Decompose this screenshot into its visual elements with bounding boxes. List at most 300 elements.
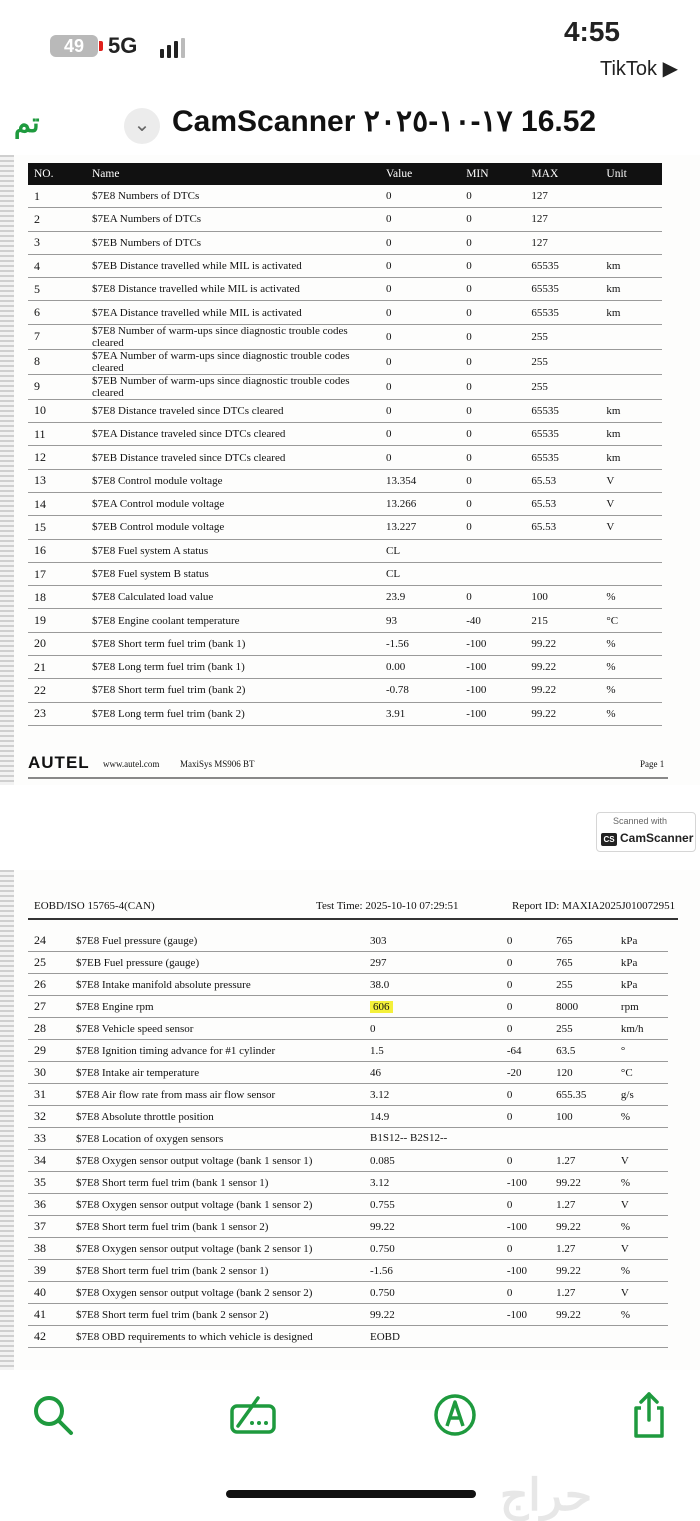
- row-name: $7E8 Oxygen sensor output voltage (bank 1 sensor 2): [70, 1194, 364, 1216]
- table-row: [28, 1260, 668, 1282]
- row-unit: %: [615, 1260, 668, 1282]
- watermark: حراج: [500, 1471, 593, 1520]
- table-row: [28, 208, 662, 231]
- row-max: 127: [525, 208, 600, 231]
- row-min: 0: [501, 952, 550, 974]
- row-unit: kPa: [615, 974, 668, 996]
- diagnostic-table-1: [28, 163, 662, 726]
- row-max: 99.22: [550, 1172, 615, 1194]
- row-unit: [600, 324, 662, 349]
- row-min: 0: [501, 1238, 550, 1260]
- row-name: $7E8 Vehicle speed sensor: [70, 1018, 364, 1040]
- table-row: [28, 679, 662, 702]
- row-max: 1.27: [550, 1282, 615, 1304]
- col-max: MAX: [525, 163, 600, 185]
- row-unit: km: [600, 446, 662, 469]
- done-button[interactable]: تم: [14, 108, 40, 138]
- row-value: 0.085: [364, 1150, 501, 1172]
- row-no: 11: [28, 423, 86, 446]
- row-unit: %: [600, 586, 662, 609]
- row-min: 0: [501, 930, 550, 952]
- row-no: 27: [28, 996, 70, 1018]
- row-value: 0: [380, 423, 460, 446]
- row-max: [550, 1326, 615, 1348]
- row-min: 0: [460, 516, 525, 539]
- row-name: $7EB Control module voltage: [86, 516, 380, 539]
- table-row: [28, 1040, 668, 1062]
- row-unit: %: [600, 702, 662, 725]
- row-name: $7E8 Short term fuel trim (bank 2 sensor 1): [70, 1260, 364, 1282]
- row-max: 255: [525, 349, 600, 374]
- table-row: [28, 301, 662, 324]
- table-row: [28, 446, 662, 469]
- row-no: 1: [28, 185, 86, 208]
- row-value: -0.78: [380, 679, 460, 702]
- table-row: [28, 423, 662, 446]
- row-unit: km/h: [615, 1018, 668, 1040]
- row-unit: [615, 1326, 668, 1348]
- row-max: 8000: [550, 996, 615, 1018]
- row-no: 21: [28, 656, 86, 679]
- row-no: 42: [28, 1326, 70, 1348]
- row-name: $7E8 Short term fuel trim (bank 2): [86, 679, 380, 702]
- col-min: MIN: [460, 163, 525, 185]
- row-min: 0: [501, 1018, 550, 1040]
- row-max: [550, 1128, 615, 1150]
- row-max: 65.53: [525, 516, 600, 539]
- row-value: 99.22: [364, 1216, 501, 1238]
- row-max: 1.27: [550, 1238, 615, 1260]
- row-min: 0: [460, 208, 525, 231]
- annotate-pen-icon[interactable]: [430, 1390, 480, 1440]
- row-value: 0: [364, 1018, 501, 1040]
- table-row: [28, 278, 662, 301]
- row-no: 12: [28, 446, 86, 469]
- autel-logo: AUTEL: [28, 753, 90, 772]
- row-no: 32: [28, 1106, 70, 1128]
- row-no: 22: [28, 679, 86, 702]
- row-name: $7E8 Fuel system A status: [86, 539, 380, 562]
- row-name: $7EB Number of warm-ups since diagnostic trouble codes cleared: [86, 374, 380, 399]
- table-row: [28, 974, 668, 996]
- row-max: 65535: [525, 278, 600, 301]
- row-unit: km: [600, 423, 662, 446]
- row-min: [460, 562, 525, 585]
- table-row: [28, 632, 662, 655]
- row-no: 38: [28, 1238, 70, 1260]
- row-no: 8: [28, 349, 86, 374]
- row-value: 0: [380, 349, 460, 374]
- row-name: $7EA Number of warm-ups since diagnostic trouble codes cleared: [86, 349, 380, 374]
- row-max: 65535: [525, 254, 600, 277]
- row-value: 13.354: [380, 469, 460, 492]
- row-value: 0: [380, 301, 460, 324]
- row-value: [364, 996, 501, 1018]
- row-unit: g/s: [615, 1084, 668, 1106]
- row-value: 13.266: [380, 492, 460, 515]
- row-name: $7E8 Location of oxygen sensors: [70, 1128, 364, 1150]
- row-name: $7E8 Short term fuel trim (bank 1 sensor 2): [70, 1216, 364, 1238]
- row-unit: °C: [615, 1062, 668, 1084]
- report-header: [28, 896, 678, 920]
- row-name: $7EB Numbers of DTCs: [86, 231, 380, 254]
- row-value: 46: [364, 1062, 501, 1084]
- table-row: [28, 492, 662, 515]
- table-row: [28, 231, 662, 254]
- row-name: $7EA Control module voltage: [86, 492, 380, 515]
- status-time: 4:55: [563, 16, 620, 47]
- row-min: 0: [501, 1084, 550, 1106]
- row-min: 0: [460, 423, 525, 446]
- network-type: 5G: [108, 33, 138, 58]
- row-min: 0: [501, 996, 550, 1018]
- table-row: [28, 1062, 668, 1084]
- table-row: [28, 399, 662, 422]
- row-name: $7E8 Short term fuel trim (bank 2 sensor 2): [70, 1304, 364, 1326]
- row-max: 255: [525, 324, 600, 349]
- row-value: 0: [380, 374, 460, 399]
- table-row: [28, 1326, 668, 1348]
- row-unit: V: [600, 516, 662, 539]
- row-no: 40: [28, 1282, 70, 1304]
- col-unit: Unit: [600, 163, 662, 185]
- page-edge: [0, 870, 14, 1370]
- row-no: 15: [28, 516, 86, 539]
- row-no: 10: [28, 399, 86, 422]
- row-min: 0: [460, 254, 525, 277]
- row-name: $7E8 Distance travelled while MIL is activated: [86, 278, 380, 301]
- row-value: 0.750: [364, 1282, 501, 1304]
- share-icon[interactable]: [624, 1390, 674, 1440]
- row-name: $7E8 Short term fuel trim (bank 1 sensor 1): [70, 1172, 364, 1194]
- row-min: 0: [460, 446, 525, 469]
- table-row: [28, 1150, 668, 1172]
- row-unit: [600, 349, 662, 374]
- row-min: -20: [501, 1062, 550, 1084]
- row-name: $7EB Distance traveled since DTCs cleared: [86, 446, 380, 469]
- row-max: 255: [550, 974, 615, 996]
- row-unit: %: [615, 1106, 668, 1128]
- row-min: -100: [460, 656, 525, 679]
- scanned-page-2: [0, 870, 700, 1370]
- row-no: 26: [28, 974, 70, 996]
- table-row: [28, 374, 662, 399]
- row-min: -100: [460, 702, 525, 725]
- row-unit: [600, 374, 662, 399]
- row-name: $7E8 Oxygen sensor output voltage (bank 2 sensor 2): [70, 1282, 364, 1304]
- table-row: [28, 1172, 668, 1194]
- report-id: Report ID: MAXIA2025J010072951: [512, 900, 676, 912]
- row-name: $7EB Fuel pressure (gauge): [70, 952, 364, 974]
- table-row: [28, 702, 662, 725]
- row-name: $7E8 Engine rpm: [70, 996, 364, 1018]
- row-unit: °C: [600, 609, 662, 632]
- row-name: $7E8 Distance traveled since DTCs cleared: [86, 399, 380, 422]
- row-max: 65535: [525, 301, 600, 324]
- row-unit: V: [615, 1150, 668, 1172]
- row-unit: %: [615, 1304, 668, 1326]
- row-max: 99.22: [525, 679, 600, 702]
- row-max: 99.22: [550, 1260, 615, 1282]
- table-row: [28, 1238, 668, 1260]
- row-value: 3.91: [380, 702, 460, 725]
- row-no: 20: [28, 632, 86, 655]
- row-no: 19: [28, 609, 86, 632]
- row-value: 0: [380, 208, 460, 231]
- row-min: [501, 1128, 550, 1150]
- row-min: -100: [501, 1304, 550, 1326]
- row-unit: [600, 539, 662, 562]
- row-no: 34: [28, 1150, 70, 1172]
- row-value: 0: [380, 254, 460, 277]
- row-max: 65535: [525, 446, 600, 469]
- edit-signature-icon[interactable]: [228, 1390, 278, 1440]
- row-name: $7E8 Engine coolant temperature: [86, 609, 380, 632]
- row-no: 13: [28, 469, 86, 492]
- row-max: 100: [550, 1106, 615, 1128]
- row-unit: km: [600, 278, 662, 301]
- row-name: $7EB Distance travelled while MIL is activated: [86, 254, 380, 277]
- row-unit: rpm: [615, 996, 668, 1018]
- row-unit: %: [615, 1172, 668, 1194]
- row-min: -100: [501, 1172, 550, 1194]
- row-value: 99.22: [364, 1304, 501, 1326]
- row-no: 29: [28, 1040, 70, 1062]
- row-max: 255: [550, 1018, 615, 1040]
- document-title[interactable]: CamScanner ١٧-١٠-٢٠٢٥ 16.52: [172, 105, 597, 138]
- row-value: 0: [380, 185, 460, 208]
- row-max: 99.22: [525, 656, 600, 679]
- home-indicator[interactable]: [226, 1490, 476, 1498]
- table-row: [28, 1282, 668, 1304]
- row-no: 16: [28, 539, 86, 562]
- row-unit: [600, 208, 662, 231]
- search-icon[interactable]: [28, 1390, 78, 1440]
- row-min: 0: [460, 349, 525, 374]
- row-no: 14: [28, 492, 86, 515]
- row-name: $7E8 Intake manifold absolute pressure: [70, 974, 364, 996]
- row-min: 0: [501, 1194, 550, 1216]
- bottom-toolbar: [0, 1380, 700, 1460]
- row-value: 14.9: [364, 1106, 501, 1128]
- table-row: [28, 324, 662, 349]
- table-row: [28, 562, 662, 585]
- row-unit: V: [600, 469, 662, 492]
- row-unit: km: [600, 399, 662, 422]
- table-row: [28, 1128, 668, 1150]
- col-no: NO.: [28, 163, 86, 185]
- col-name: Name: [86, 163, 380, 185]
- row-unit: V: [615, 1282, 668, 1304]
- row-value: 0: [380, 399, 460, 422]
- row-name: $7E8 Control module voltage: [86, 469, 380, 492]
- row-min: 0: [460, 324, 525, 349]
- row-max: [525, 562, 600, 585]
- row-name: $7E8 Intake air temperature: [70, 1062, 364, 1084]
- row-name: $7E8 Absolute throttle position: [70, 1106, 364, 1128]
- row-max: 99.22: [525, 702, 600, 725]
- row-no: 41: [28, 1304, 70, 1326]
- row-unit: V: [615, 1194, 668, 1216]
- row-value: 297: [364, 952, 501, 974]
- camscanner-badge: [596, 812, 696, 852]
- row-min: 0: [501, 1150, 550, 1172]
- test-time: Test Time: 2025-10-10 07:29:51: [316, 900, 459, 912]
- row-name: $7E8 Short term fuel trim (bank 1): [86, 632, 380, 655]
- row-no: 2: [28, 208, 86, 231]
- badge-brand: CamScanner: [620, 831, 694, 845]
- diagnostic-table-2: [28, 930, 668, 1348]
- row-min: -100: [460, 632, 525, 655]
- row-max: 99.22: [525, 632, 600, 655]
- row-name: $7E8 Long term fuel trim (bank 1): [86, 656, 380, 679]
- row-value: CL: [380, 562, 460, 585]
- row-name: $7E8 OBD requirements to which vehicle is designed: [70, 1326, 364, 1348]
- row-max: 100: [525, 586, 600, 609]
- row-max: 1.27: [550, 1150, 615, 1172]
- row-min: 0: [501, 974, 550, 996]
- row-unit: V: [600, 492, 662, 515]
- row-min: 0: [460, 492, 525, 515]
- row-unit: kPa: [615, 930, 668, 952]
- row-no: 28: [28, 1018, 70, 1040]
- row-min: 0: [460, 301, 525, 324]
- row-unit: V: [615, 1238, 668, 1260]
- status-bar: [0, 0, 700, 95]
- table-row: [28, 349, 662, 374]
- row-value: 0.750: [364, 1238, 501, 1260]
- row-max: 215: [525, 609, 600, 632]
- row-no: 25: [28, 952, 70, 974]
- row-max: 655.35: [550, 1084, 615, 1106]
- row-min: 0: [460, 278, 525, 301]
- camscanner-logo-icon: CS: [601, 833, 617, 846]
- row-max: 127: [525, 185, 600, 208]
- row-name: $7E8 Fuel system B status: [86, 562, 380, 585]
- row-no: 3: [28, 231, 86, 254]
- table-row: [28, 516, 662, 539]
- table-row: [28, 656, 662, 679]
- footer-website: www.autel.com: [103, 759, 160, 769]
- table-row: [28, 185, 662, 208]
- row-name: $7E8 Oxygen sensor output voltage (bank 2 sensor 1): [70, 1238, 364, 1260]
- row-name: $7E8 Fuel pressure (gauge): [70, 930, 364, 952]
- row-value: EOBD: [364, 1326, 501, 1348]
- row-max: 99.22: [550, 1216, 615, 1238]
- row-no: 17: [28, 562, 86, 585]
- row-unit: km: [600, 254, 662, 277]
- row-unit: %: [600, 679, 662, 702]
- row-unit: %: [600, 632, 662, 655]
- row-name: $7E8 Air flow rate from mass air flow sensor: [70, 1084, 364, 1106]
- row-value: 0: [380, 324, 460, 349]
- row-value: 23.9: [380, 586, 460, 609]
- row-unit: km: [600, 301, 662, 324]
- page-footer: [28, 753, 668, 779]
- row-name: $7EA Distance traveled since DTCs cleared: [86, 423, 380, 446]
- row-name: $7EA Distance travelled while MIL is activated: [86, 301, 380, 324]
- table-header: [28, 163, 662, 185]
- row-no: 37: [28, 1216, 70, 1238]
- row-min: -100: [501, 1260, 550, 1282]
- row-no: 18: [28, 586, 86, 609]
- table-row: [28, 996, 668, 1018]
- row-no: 31: [28, 1084, 70, 1106]
- row-no: 35: [28, 1172, 70, 1194]
- row-unit: °: [615, 1040, 668, 1062]
- row-no: 9: [28, 374, 86, 399]
- row-value: 303: [364, 930, 501, 952]
- table-row: [28, 539, 662, 562]
- row-max: 65.53: [525, 492, 600, 515]
- row-value: 0: [380, 278, 460, 301]
- row-max: 63.5: [550, 1040, 615, 1062]
- row-max: 99.22: [550, 1304, 615, 1326]
- row-no: 4: [28, 254, 86, 277]
- row-name: $7E8 Long term fuel trim (bank 2): [86, 702, 380, 725]
- row-value: 0: [380, 446, 460, 469]
- row-name: $7EA Numbers of DTCs: [86, 208, 380, 231]
- row-min: 0: [460, 185, 525, 208]
- row-min: 0: [460, 399, 525, 422]
- row-value: 38.0: [364, 974, 501, 996]
- row-max: 65535: [525, 399, 600, 422]
- row-min: 0: [460, 231, 525, 254]
- row-max: 65.53: [525, 469, 600, 492]
- row-no: 30: [28, 1062, 70, 1084]
- row-unit: [600, 185, 662, 208]
- back-to-app-link[interactable]: TikTok ▶: [600, 58, 678, 80]
- row-name: $7E8 Number of warm-ups since diagnostic trouble codes cleared: [86, 324, 380, 349]
- row-no: 33: [28, 1128, 70, 1150]
- chevron-down-icon[interactable]: ⌄: [124, 108, 160, 144]
- row-name: $7E8 Ignition timing advance for #1 cylinder: [70, 1040, 364, 1062]
- table-row: [28, 586, 662, 609]
- row-value: 0.755: [364, 1194, 501, 1216]
- row-max: 65535: [525, 423, 600, 446]
- row-name: $7E8 Calculated load value: [86, 586, 380, 609]
- table-row: [28, 469, 662, 492]
- row-no: 24: [28, 930, 70, 952]
- row-value: 3.12: [364, 1084, 501, 1106]
- row-value: 0.00: [380, 656, 460, 679]
- row-name: $7E8 Oxygen sensor output voltage (bank 1 sensor 1): [70, 1150, 364, 1172]
- row-no: 36: [28, 1194, 70, 1216]
- row-value: 3.12: [364, 1172, 501, 1194]
- footer-model: MaxiSys MS906 BT: [180, 759, 255, 769]
- row-unit: kPa: [615, 952, 668, 974]
- row-min: -64: [501, 1040, 550, 1062]
- row-min: 0: [501, 1106, 550, 1128]
- row-max: 127: [525, 231, 600, 254]
- highlighted-value: 606: [370, 1001, 393, 1013]
- table-row: [28, 1304, 668, 1326]
- scanned-page-1: [0, 155, 700, 785]
- row-no: 23: [28, 702, 86, 725]
- row-value: -1.56: [380, 632, 460, 655]
- row-min: 0: [501, 1282, 550, 1304]
- row-no: 5: [28, 278, 86, 301]
- row-min: 0: [460, 586, 525, 609]
- protocol: EOBD/ISO 15765-4(CAN): [34, 900, 155, 912]
- row-value: -1.56: [364, 1260, 501, 1282]
- battery-level: 49: [63, 36, 85, 56]
- badge-caption: Scanned with: [613, 816, 668, 826]
- row-name: $7E8 Numbers of DTCs: [86, 185, 380, 208]
- row-value: 0: [380, 231, 460, 254]
- table-row: [28, 952, 668, 974]
- table-row: [28, 254, 662, 277]
